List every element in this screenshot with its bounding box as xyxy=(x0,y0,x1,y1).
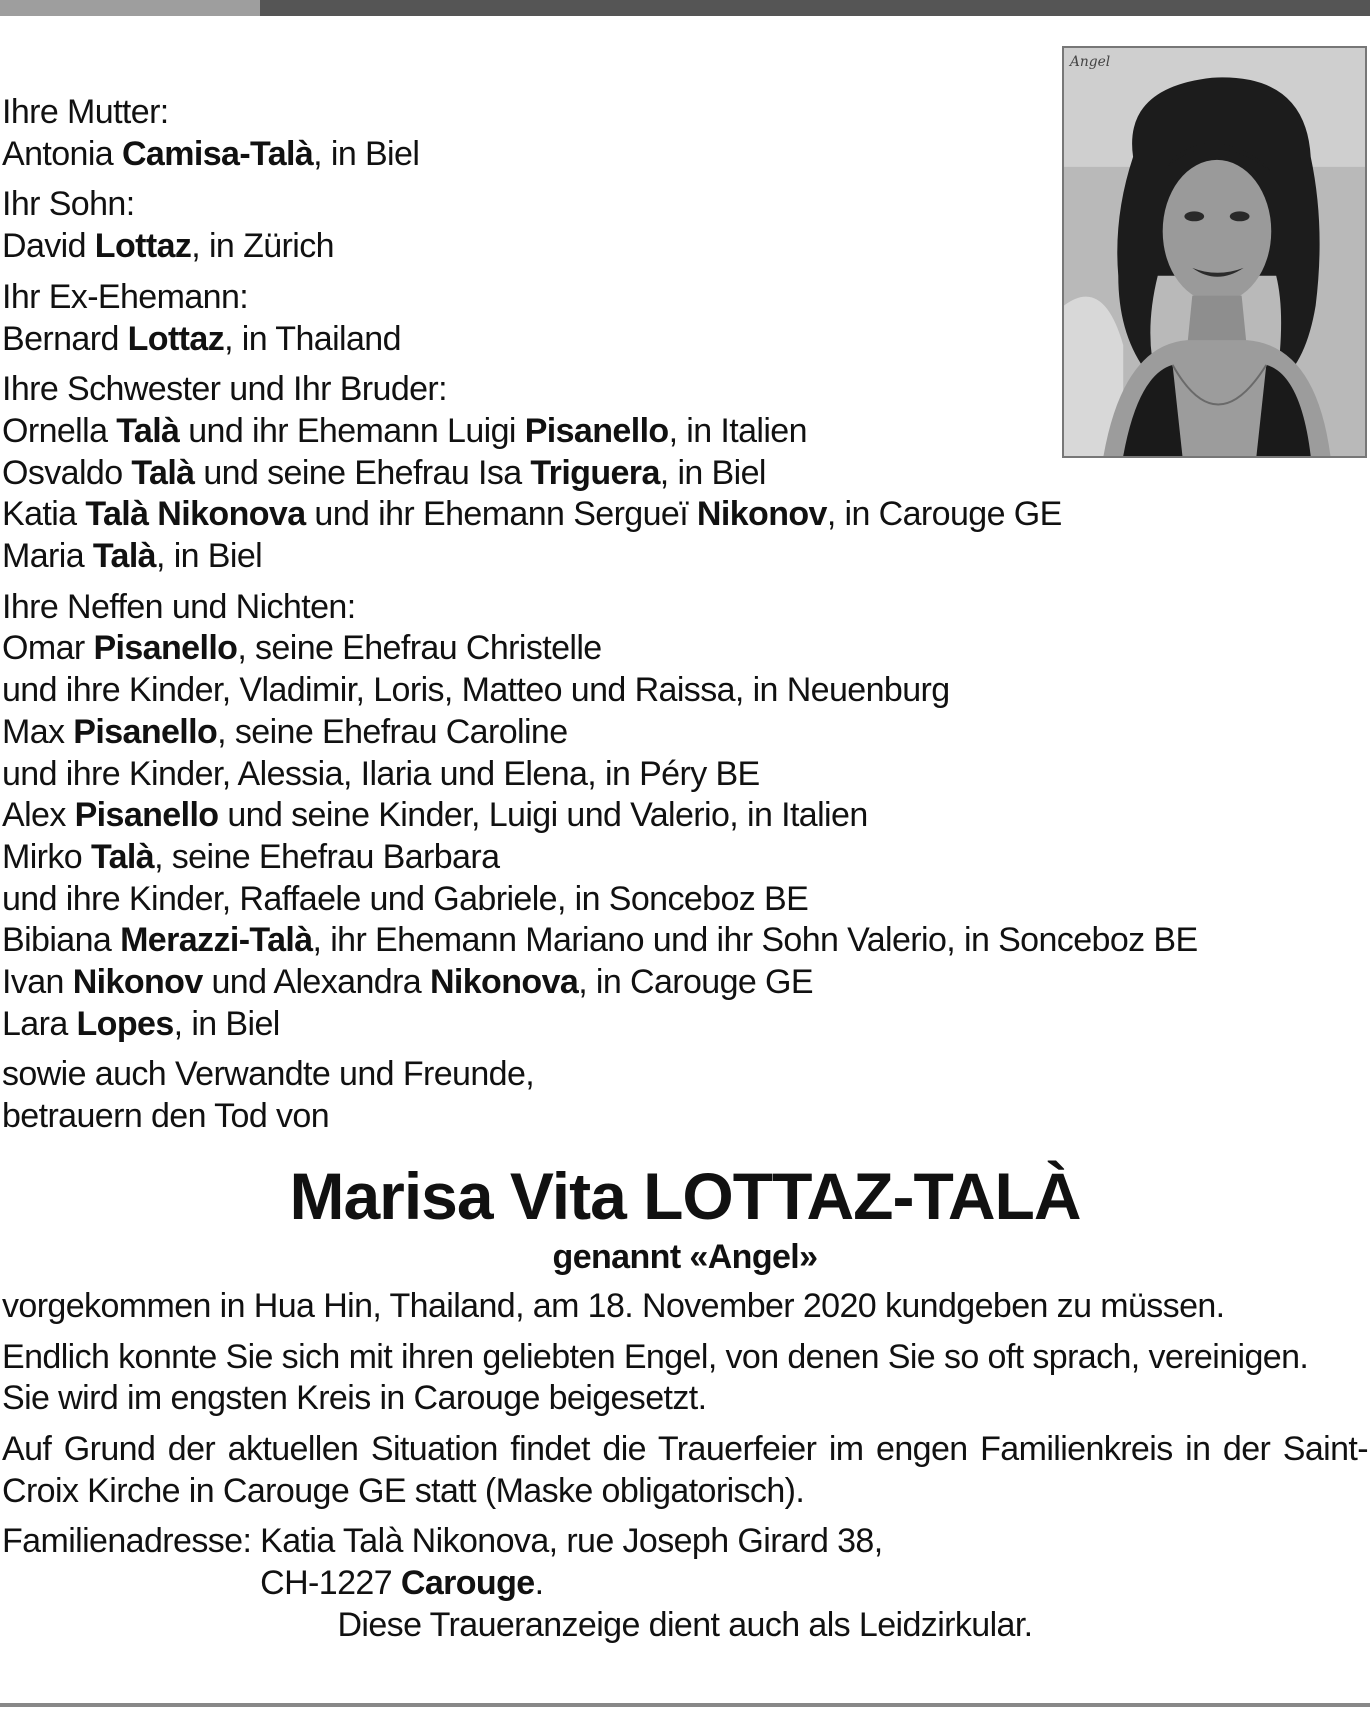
deceased-name: Marisa Vita LOTTAZ-TALÀ xyxy=(289,1158,1081,1233)
text-segment: Omar xyxy=(2,629,94,668)
surname: Lottaz xyxy=(127,319,225,358)
mourner-line xyxy=(2,1004,1368,1046)
text-segment: und ihre Kinder, Raffaele und Gabriele, in Sonceboz BE xyxy=(2,879,809,918)
mourner-line xyxy=(2,628,1368,670)
mourners-list xyxy=(2,92,1368,1138)
mourner-group xyxy=(2,369,1368,578)
ceremony-paragraph: Auf Grund der aktuellen Situation findet die Trauerfeier im engen Familienkreis in der Saint-Croix Kirche in Carouge GE statt (Maske obligatorisch). xyxy=(2,1429,1368,1510)
text-segment: Max xyxy=(2,712,74,751)
mourner-group xyxy=(2,184,1368,267)
text-segment: Alex xyxy=(2,796,75,835)
address-postcode: CH-1227 xyxy=(260,1564,401,1603)
mourner-group xyxy=(2,277,1368,360)
text-segment: , ihr Ehemann Mariano und ihr Sohn Valerio, in Sonceboz BE xyxy=(312,921,1198,960)
surname: Lottaz xyxy=(94,227,192,266)
text-segment: , in Thailand xyxy=(224,319,401,358)
text-segment: Bernard xyxy=(2,319,128,358)
text-segment: und ihre Kinder, Alessia, Ilaria und Elena, in Péry BE xyxy=(2,754,760,793)
text-segment: sowie auch Verwandte und Freunde, xyxy=(2,1055,535,1094)
top-rule-light xyxy=(0,0,260,16)
text-segment: , in Italien xyxy=(668,411,807,450)
text-segment: Katia xyxy=(2,495,86,534)
surname: Pisanello xyxy=(524,411,669,450)
mourner-line xyxy=(2,494,1368,536)
surname: Nikonov xyxy=(696,495,827,534)
group-heading xyxy=(2,369,1368,411)
surname: Talà xyxy=(116,411,180,450)
text-segment: Ornella xyxy=(2,411,117,450)
mourner-line xyxy=(2,670,1368,712)
bottom-rule xyxy=(0,1703,1370,1707)
text-segment: , in Carouge GE xyxy=(826,495,1062,534)
mourner-group xyxy=(2,587,1368,1046)
group-heading xyxy=(2,277,1368,319)
mourner-line xyxy=(2,134,1368,176)
text-segment: Ihr Sohn: xyxy=(2,185,135,224)
group-heading xyxy=(2,1054,1368,1096)
mourner-line xyxy=(2,411,1368,453)
text-segment: , in Zürich xyxy=(191,227,334,266)
mourner-group xyxy=(2,92,1368,175)
mourner-line xyxy=(2,754,1368,796)
surname: Nikonova xyxy=(429,963,579,1002)
address-label: Familienadresse: xyxy=(2,1522,261,1561)
surname: Camisa-Talà xyxy=(121,134,314,173)
text-segment: , in Carouge GE xyxy=(578,963,813,1002)
surname: Pisanello xyxy=(74,796,219,835)
surname: Pisanello xyxy=(73,712,218,751)
angels-line-1: Endlich konnte Sie sich mit ihren geliebten Engel, von denen Sie so oft sprach, vereinigen. xyxy=(2,1337,1309,1376)
text-segment: und seine Kinder, Luigi und Valerio, in Italien xyxy=(218,796,868,835)
mourner-group xyxy=(2,1054,1368,1137)
surname: Nikonov xyxy=(72,963,203,1002)
text-segment: Ihre Schwester und Ihr Bruder: xyxy=(2,370,448,409)
surname: Pisanello xyxy=(93,629,238,668)
text-segment: betrauern den Tod von xyxy=(2,1097,330,1136)
circular-note: Diese Traueranzeige dient auch als Leidzirkular. xyxy=(337,1605,1033,1644)
mourner-line xyxy=(2,536,1368,578)
text-segment: und ihr Ehemann Luigi xyxy=(179,411,525,450)
death-notice: vorgekommen in Hua Hin, Thailand, am 18. November 2020 kundgeben zu müssen. xyxy=(2,1286,1225,1325)
text-segment: und ihr Ehemann Sergueï xyxy=(305,495,697,534)
top-rule-dark xyxy=(260,0,1370,16)
photo-corner-text: Angel xyxy=(1069,53,1111,70)
address-line-2 xyxy=(260,1563,882,1605)
surname: Talà xyxy=(90,837,155,876)
obituary-text xyxy=(2,92,1368,1647)
surname: Talà xyxy=(131,453,195,492)
text-segment: und seine Ehefrau Isa xyxy=(194,453,531,492)
surname: Triguera xyxy=(530,453,660,492)
text-segment: Osvaldo xyxy=(2,453,132,492)
text-segment: Ihre Mutter: xyxy=(2,93,169,131)
angels-line-2: Sie wird im engsten Kreis in Carouge beigesetzt. xyxy=(2,1379,707,1418)
text-segment: und Alexandra xyxy=(202,963,430,1002)
text-segment: David xyxy=(2,227,95,266)
text-segment: Antonia xyxy=(2,134,122,173)
mourner-line xyxy=(2,1096,1368,1138)
group-heading xyxy=(2,587,1368,629)
text-segment: , seine Ehefrau Christelle xyxy=(237,629,602,668)
text-segment: , seine Ehefrau Barbara xyxy=(154,837,500,876)
text-segment: , in Biel xyxy=(156,537,263,576)
text-segment: Ihre Neffen und Nichten: xyxy=(2,587,356,626)
text-segment: Bibiana xyxy=(2,921,121,960)
mourner-line xyxy=(2,226,1368,268)
mourner-line xyxy=(2,920,1368,962)
surname: Talà Nikonova xyxy=(85,495,306,534)
text-segment: und ihre Kinder, Vladimir, Loris, Matteo und Raissa, in Neuenburg xyxy=(2,671,950,710)
text-segment: , in Biel xyxy=(313,134,420,173)
mourner-line xyxy=(2,712,1368,754)
mourner-line xyxy=(2,837,1368,879)
address-city: Carouge xyxy=(400,1564,535,1603)
surname: Merazzi-Talà xyxy=(120,921,313,960)
mourner-line xyxy=(2,879,1368,921)
mourner-line xyxy=(2,453,1368,495)
surname: Talà xyxy=(92,537,156,576)
surname: Lopes xyxy=(76,1004,174,1043)
text-segment: Ivan xyxy=(2,963,73,1002)
mourner-line xyxy=(2,795,1368,837)
text-segment: , seine Ehefrau Caroline xyxy=(217,712,568,751)
text-segment: Ihr Ex-Ehemann: xyxy=(2,277,249,316)
address-period: . xyxy=(534,1564,544,1603)
mourner-line xyxy=(2,319,1368,361)
text-segment: Lara xyxy=(2,1004,77,1043)
text-segment: , in Biel xyxy=(659,453,766,492)
group-heading xyxy=(2,92,1368,134)
text-segment: Mirko xyxy=(2,837,91,876)
group-heading xyxy=(2,184,1368,226)
deceased-alias: genannt «Angel» xyxy=(552,1237,818,1276)
address-line-1: Katia Talà Nikonova, rue Joseph Girard 38, xyxy=(260,1522,883,1561)
family-address xyxy=(2,1521,1368,1604)
mourner-line xyxy=(2,962,1368,1004)
text-segment: , in Biel xyxy=(173,1004,280,1043)
text-segment: Maria xyxy=(2,537,93,576)
